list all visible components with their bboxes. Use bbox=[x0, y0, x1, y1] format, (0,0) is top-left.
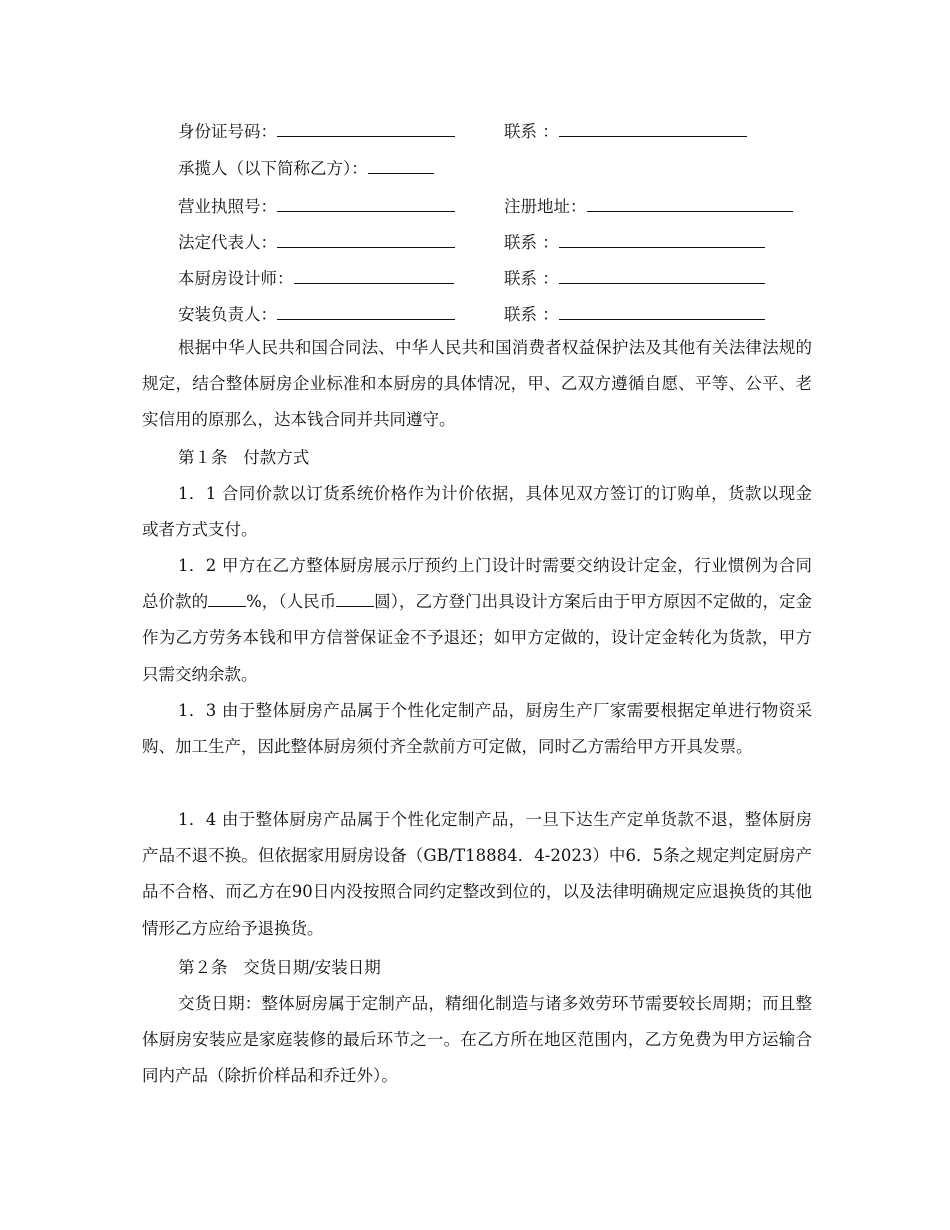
article-1-1: 1．1 合同价款以订货系统价格作为计价依据，具体见双方签订的订购单，货款以现金或者方式支付。 bbox=[142, 484, 812, 540]
article-1-2: 1．2 甲方在乙方整体厨房展示厅预约上门设计时需要交纳设计定金，行业惯例为合同总价款的 %，（人民币 圆），乙方登门出具设计方案后由于甲方原因不定做的，定金作为乙方劳务本钱和甲方信誉保证金不予退还；如甲方定做的，设计定金转化为货款，甲方只需交纳余款。 bbox=[142, 556, 812, 684]
installer-blank[interactable] bbox=[277, 301, 455, 320]
id-number-blank[interactable] bbox=[277, 118, 455, 137]
article-1-4: 1．4 由于整体厨房产品属于个性化定制产品，一旦下达生产定单货款不退，整体厨房产品不退不换。但依据家用厨房设备（GB/T18884．4-2023）中6．5条之规定判定厨房产品不合格、而乙方在90日内没按照合同约定整改到位的，以及法律明确规定应退换货的其他情形乙方应给予退换货。 bbox=[142, 810, 812, 938]
article-2-title: 第２条 交货日期/安装日期 bbox=[178, 958, 381, 977]
rmb-blank[interactable] bbox=[336, 590, 374, 607]
installer-field[interactable]: 安装负责人： bbox=[178, 301, 455, 328]
reg-address-field[interactable]: 注册地址： bbox=[504, 193, 793, 220]
intro-paragraph: 根据中华人民共和国合同法、中华人民共和国消费者权益保护法及其他有关法律法规的规定，结合整体厨房企业标准和本厨房的具体情况，甲、乙双方遵循自愿、平等、公平、老实信用的原那么，达本钱合同并共同遵守。 bbox=[142, 338, 812, 430]
contact-a-field[interactable]: 联系 ： bbox=[504, 118, 747, 145]
contact-d-field[interactable]: 联系 ： bbox=[504, 301, 765, 328]
contractor-blank[interactable] bbox=[368, 155, 434, 174]
contact-d-blank[interactable] bbox=[559, 301, 765, 320]
designer-blank[interactable] bbox=[294, 265, 454, 284]
contact-b-blank[interactable] bbox=[559, 229, 765, 248]
license-blank[interactable] bbox=[277, 193, 455, 212]
legal-rep-blank[interactable] bbox=[277, 229, 455, 248]
contact-c-field[interactable]: 联系 ： bbox=[504, 265, 765, 292]
contractor-field[interactable]: 承揽人（以下简称乙方）： bbox=[178, 155, 434, 182]
license-field[interactable]: 营业执照号： bbox=[178, 193, 455, 220]
reg-address-blank[interactable] bbox=[587, 193, 793, 212]
percent-blank[interactable] bbox=[208, 590, 246, 607]
article-1-3: 1．3 由于整体厨房产品属于个性化定制产品，厨房生产厂家需要根据定单进行物资采购、加工生产，因此整体厨房须付齐全款前方可定做，同时乙方需给甲方开具发票。 bbox=[142, 701, 812, 757]
contact-c-blank[interactable] bbox=[559, 265, 765, 284]
article-1-title: 第１条 付款方式 bbox=[178, 448, 310, 467]
id-number-field[interactable]: 身份证号码： bbox=[178, 118, 455, 145]
designer-field[interactable]: 本厨房设计师： bbox=[178, 265, 454, 292]
contact-b-field[interactable]: 联系 ： bbox=[504, 229, 765, 256]
legal-rep-field[interactable]: 法定代表人： bbox=[178, 229, 455, 256]
contact-a-blank[interactable] bbox=[559, 118, 747, 137]
article-2-delivery: 交货日期：整体厨房属于定制产品，精细化制造与诸多效劳环节需要较长周期；而且整体厨房安装应是家庭装修的最后环节之一。在乙方所在地区范围内，乙方免费为甲方运输合同内产品（除折价样品和乔迁外）。 bbox=[142, 994, 812, 1086]
